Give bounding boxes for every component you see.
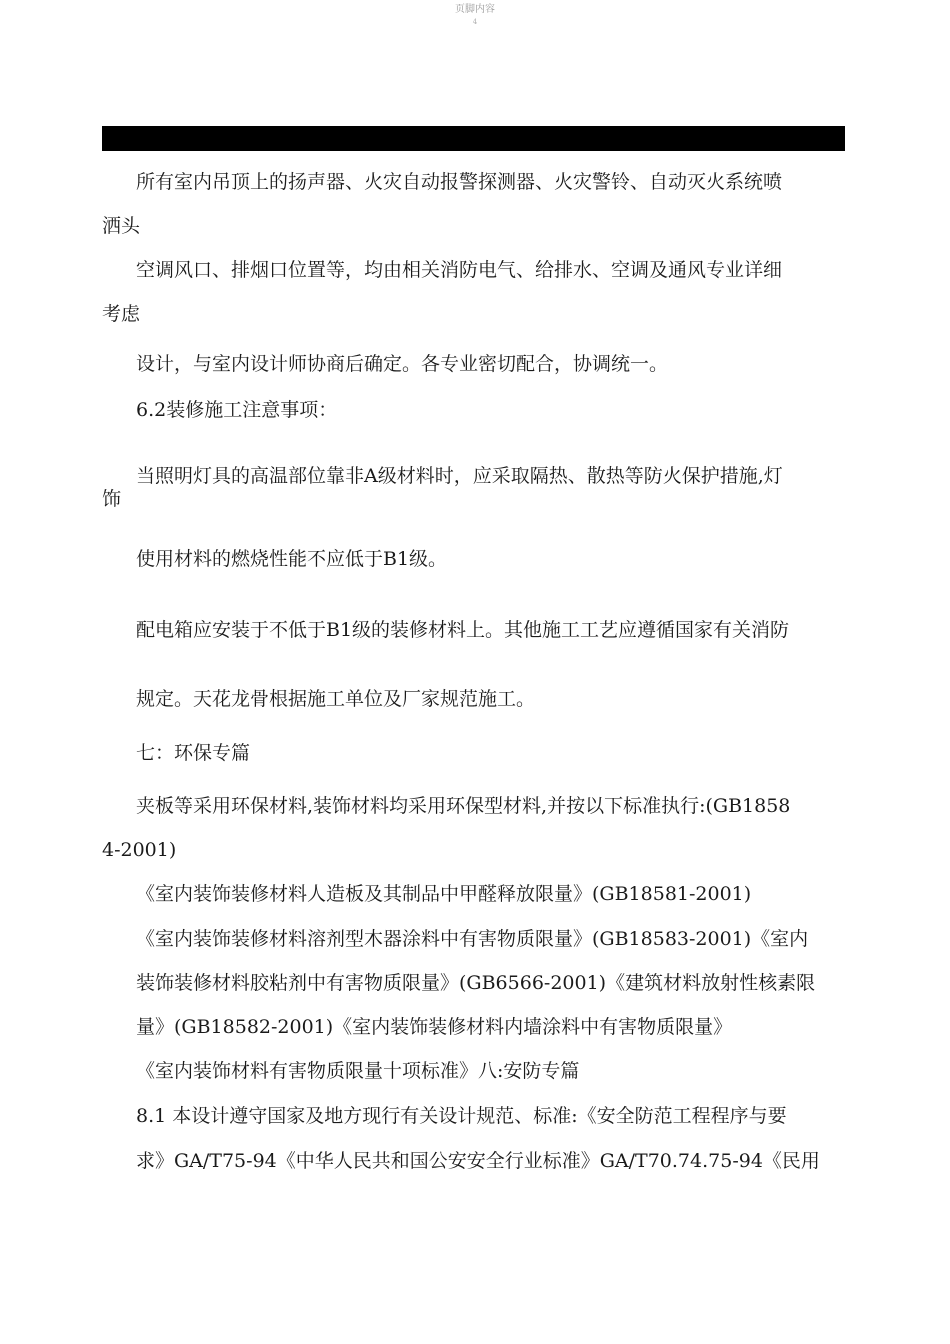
text-line: 空调风口、排烟口位置等，均由相关消防电气、给排水、空调及通风专业详细: [136, 259, 783, 281]
text-line: 《室内装饰装修材料人造板及其制品中甲醛释放限量》(GB18581-2001): [136, 883, 752, 905]
header-mark: 4: [472, 18, 478, 26]
text-line: 求》GA/T75-94《中华人民共和国公安安全行业标准》GA/T70.74.75-94《民用: [136, 1150, 820, 1172]
header-text: 页脚内容: [455, 4, 495, 15]
text-line: 夹板等采用环保材料,装饰材料均采用环保型材料,并按以下标准执行:(GB1858: [136, 795, 791, 817]
text-line: 饰: [102, 488, 122, 510]
text-line: 配电箱应安装于不低于B1级的装修材料上。其他施工工艺应遵循国家有关消防: [136, 619, 790, 641]
text-line: 装饰装修材料胶粘剂中有害物质限量》(GB6566-2001)《建筑材料放射性核素限: [136, 972, 816, 994]
text-line: 《室内装饰装修材料溶剂型木器涂料中有害物质限量》(GB18583-2001)《室内: [136, 928, 809, 950]
text-line: 规定。天花龙骨根据施工单位及厂家规范施工。: [136, 688, 536, 710]
text-line: 《室内装饰材料有害物质限量十项标准》八:安防专篇: [136, 1060, 580, 1082]
text-line: 使用材料的燃烧性能不应低于B1级。: [136, 548, 448, 570]
text-line: 8.1 本设计遵守国家及地方现行有关设计规范、标准:《安全防范工程程序与要: [136, 1105, 787, 1127]
section-heading: 6.2装修施工注意事项：: [136, 399, 338, 421]
text-line: 当照明灯具的高温部位靠非A级材料时，应采取隔热、散热等防火保护措施,灯: [136, 465, 783, 487]
text-line: 设计，与室内设计师协商后确定。各专业密切配合，协调统一。: [136, 353, 669, 375]
text-line: 4-2001): [102, 839, 177, 861]
text-line: 所有室内吊顶上的扬声器、火灾自动报警探测器、火灾警铃、自动灭火系统喷: [136, 171, 783, 193]
page-header: [0, 4, 950, 28]
text-line: 考虑: [102, 303, 141, 325]
text-line: 洒头: [102, 215, 141, 237]
redaction-bar: [102, 126, 845, 151]
text-line: 量》(GB18582-2001)《室内装饰装修材料内墙涂料中有害物质限量》: [136, 1016, 733, 1038]
section-heading: 七：环保专篇: [136, 742, 251, 764]
